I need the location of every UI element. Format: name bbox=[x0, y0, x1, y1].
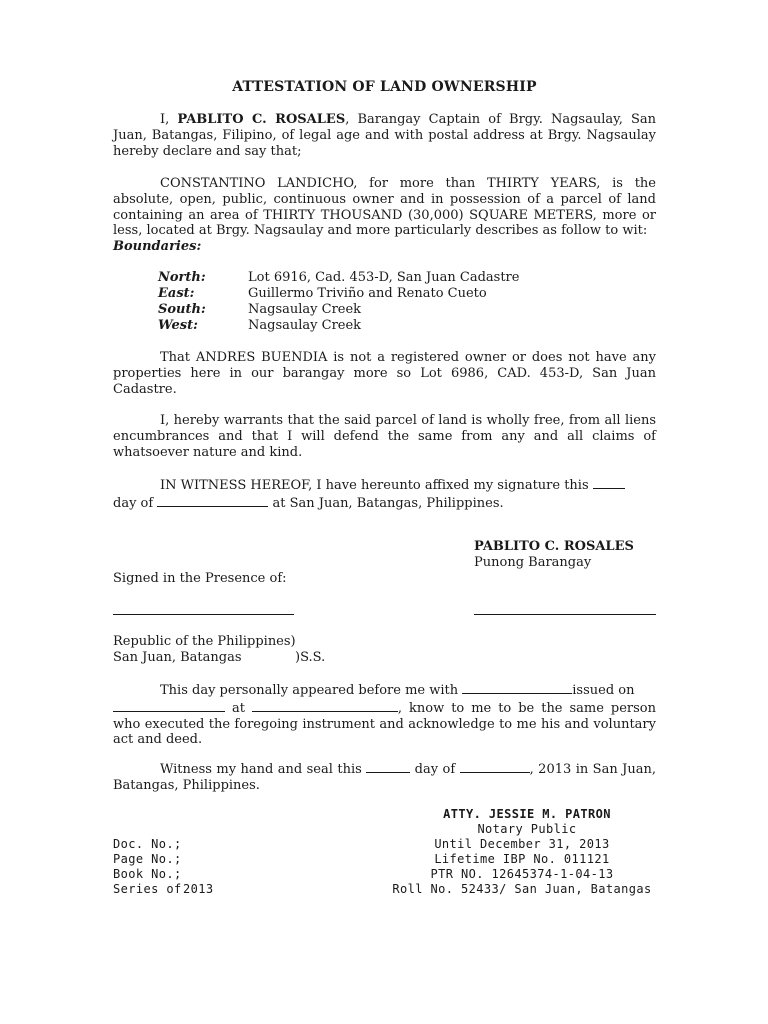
book-number-label: Book No.; bbox=[113, 867, 182, 881]
seal-text-c: , 2013 in San Juan, Batangas, Philippines. bbox=[113, 762, 656, 793]
witness-signature-line-left bbox=[113, 614, 294, 615]
presence-label: Signed in the Presence of: bbox=[113, 571, 287, 586]
notary-ptr: PTR NO. 12645374-1-04-13 bbox=[430, 867, 614, 881]
notary-name: ATTY. JESSIE M. PATRON bbox=[443, 807, 611, 821]
declarant-name: PABLITO C. ROSALES bbox=[177, 112, 346, 127]
doc-number-label: Doc. No.; bbox=[113, 837, 182, 851]
boundary-value: Nagsaulay Creek bbox=[248, 302, 362, 317]
series-year: 2013 bbox=[183, 882, 214, 896]
blank-seal-day-line bbox=[366, 760, 410, 773]
series-label: Series of bbox=[113, 882, 182, 896]
notary-title: Notary Public bbox=[477, 822, 577, 836]
boundary-label: North: bbox=[158, 270, 206, 285]
witness-place: at San Juan, Batangas, Philippines. bbox=[268, 495, 504, 511]
witness-paragraph bbox=[113, 476, 656, 512]
signatory-name: PABLITO C. ROSALES bbox=[474, 539, 634, 554]
declarant-details: , Barangay Captain of Brgy. Nagsaulay, San Juan, Batangas, Filipino, of legal age and with postal address at Brgy. Nagsaulay hereby declare and say that; bbox=[113, 112, 657, 159]
boundary-value: Nagsaulay Creek bbox=[248, 318, 362, 333]
page-number-label: Page No.; bbox=[113, 852, 182, 866]
blank-month-line bbox=[157, 494, 268, 507]
declarant-lead: I, bbox=[160, 112, 178, 127]
warranty-paragraph: I, hereby warrants that the said parcel of land is wholly free, from all liens encumbrances and that I will defend the same from any and all claims of whatsoever nature and kind. bbox=[113, 413, 656, 460]
blank-id-line bbox=[462, 681, 572, 694]
witness-day-of: day of bbox=[113, 495, 158, 511]
venue-municipality: San Juan, Batangas bbox=[113, 650, 242, 665]
ownership-text: CONSTANTINO LANDICHO, for more than THIRTY YEARS, is the absolute, open, public, continuous owner and in possession of a parcel of land containing an area of THIRTY THOUSAND (30,000) SQUARE METERS, more or less, located at Brgy. Nagsaulay and more particularly describes as follow to wit: bbox=[113, 176, 656, 239]
declarant-paragraph bbox=[113, 112, 656, 159]
boundaries-heading: Boundaries: bbox=[113, 239, 202, 254]
witness-text: IN WITNESS HEREOF, I have hereunto affixed my signature this bbox=[160, 478, 593, 493]
venue-country: Republic of the Philippines) bbox=[113, 634, 296, 649]
signatory-position: Punong Barangay bbox=[474, 555, 592, 570]
document-title: ATTESTATION OF LAND OWNERSHIP bbox=[232, 79, 537, 95]
ack-text-c: at bbox=[225, 700, 252, 716]
non-owner-paragraph: That ANDRES BUENDIA is not a registered owner or does not have any properties here in our barangay more so Lot 6986, CAD. 453-D, San Juan Cadastre. bbox=[113, 350, 656, 397]
boundary-label: South: bbox=[158, 302, 206, 317]
ack-text-a: This day personally appeared before me with bbox=[160, 683, 463, 698]
notary-ibp: Lifetime IBP No. 011121 bbox=[434, 852, 610, 866]
notary-roll: Roll No. 52433/ San Juan, Batangas bbox=[392, 882, 652, 896]
blank-issue-place-line bbox=[252, 699, 398, 712]
seal-text-a: Witness my hand and seal this bbox=[160, 762, 367, 777]
document-page bbox=[113, 0, 656, 1024]
boundary-label: West: bbox=[158, 318, 198, 333]
ack-text-d: , know to me to be the same person who executed the foregoing instrument and acknowledge to me his and voluntary act and deed. bbox=[113, 700, 656, 748]
blank-seal-month-line bbox=[460, 760, 530, 773]
boundary-value: Guillermo Triviño and Renato Cueto bbox=[248, 286, 487, 301]
venue-ss: )S.S. bbox=[295, 650, 326, 665]
acknowledgment-paragraph bbox=[113, 681, 656, 748]
ack-text-b: issued on bbox=[572, 683, 635, 698]
blank-day-line bbox=[593, 476, 625, 489]
notary-commission-until: Until December 31, 2013 bbox=[434, 837, 610, 851]
witness-signature-line-right bbox=[474, 614, 656, 615]
ownership-paragraph bbox=[113, 176, 656, 239]
boundary-value: Lot 6916, Cad. 453-D, San Juan Cadastre bbox=[248, 270, 520, 285]
seal-text-b: day of bbox=[410, 762, 460, 777]
boundary-label: East: bbox=[158, 286, 195, 301]
seal-paragraph bbox=[113, 760, 656, 794]
blank-issue-date-line bbox=[113, 699, 225, 712]
